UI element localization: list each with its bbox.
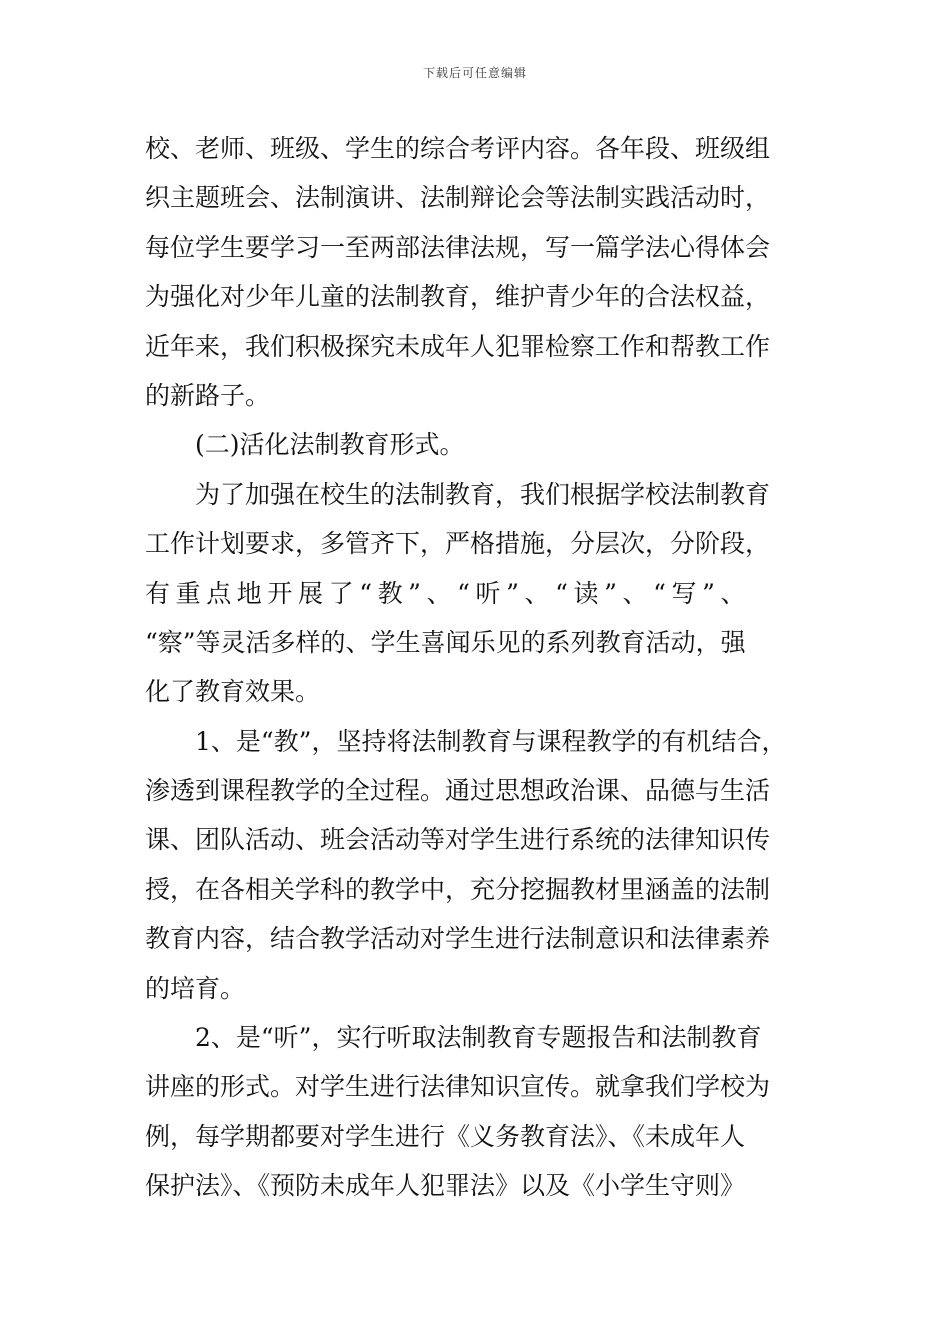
text-line: 校、老师、班级、学生的综合考评内容。各年段、班级组	[145, 134, 771, 163]
text-line: 讲座的形式。对学生进行法律知识宣传。就拿我们学校为	[145, 1072, 771, 1102]
text-line: 每位学生要学习一至两部法律法规，写一篇学法心得体会	[145, 232, 771, 262]
text-line: 近年来，我们积极探究未成年人犯罪检察工作和帮教工作	[145, 331, 771, 361]
text-line: 有重点地开展了“教”、“听”、“读”、“写”、	[145, 578, 752, 608]
text-line: 教育内容，结合教学活动对学生进行法制意识和法律素养	[145, 924, 771, 954]
text-line: 的新路子。	[145, 380, 271, 410]
text-line: 工作计划要求，多管齐下，严格措施，分层次，分阶段，	[145, 529, 771, 559]
text-line: “察”等灵活多样的、学生喜闻乐见的系列教育活动，强	[145, 627, 746, 657]
text-line: 织主题班会、法制演讲、法制辩论会等法制实践活动时，	[145, 183, 771, 213]
text-line: 为强化对少年儿童的法制教育，维护青少年的合法权益，	[145, 282, 771, 312]
text-line: 2、是“听”，实行听取法制教育专题报告和法制教育	[195, 1023, 762, 1053]
text-line: 授，在各相关学科的教学中，充分挖掘教材里涵盖的法制	[145, 874, 771, 904]
text-line: 为了加强在校生的法制教育，我们根据学校法制教育	[195, 479, 771, 509]
body-text	[145, 124, 815, 1211]
text-line: 渗透到课程教学的全过程。通过思想政治课、品德与生活	[145, 776, 771, 806]
text-line: 化了教育效果。	[145, 677, 321, 707]
text-line: 1、是“教”，坚持将法制教育与课程教学的有机结合，	[195, 726, 787, 756]
text-line: 例，每学期都要对学生进行《义务教育法》、《未成年人	[145, 1121, 746, 1151]
section-heading: (二)活化法制教育形式。	[195, 430, 465, 460]
page-header: 下载后可任意编辑	[422, 66, 527, 80]
text-line: 的培育。	[145, 973, 246, 1003]
text-line: 课、团队活动、班会活动等对学生进行系统的法律知识传	[145, 825, 771, 855]
text-line: 保护法》、《预防未成年人犯罪法》以及《小学生守则》	[145, 1171, 746, 1201]
